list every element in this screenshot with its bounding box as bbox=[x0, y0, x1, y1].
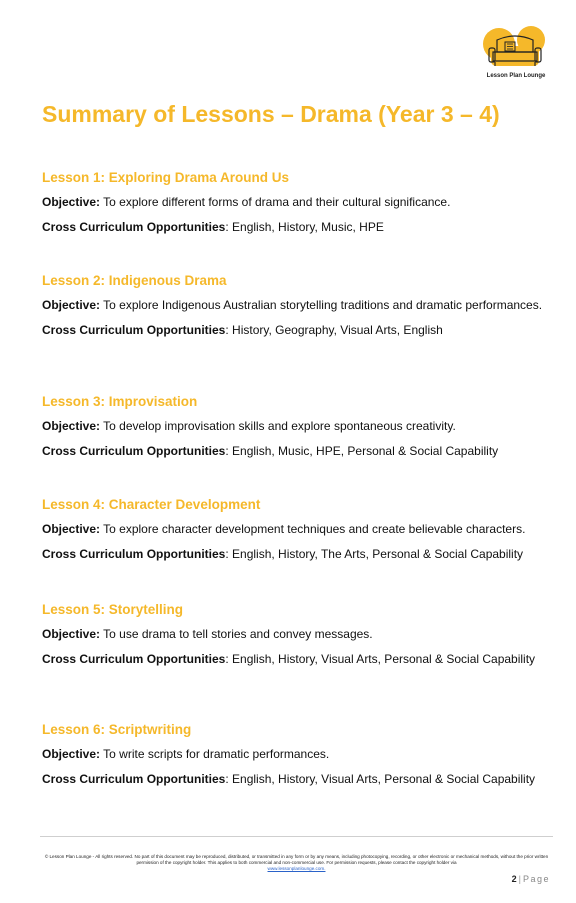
logo bbox=[478, 24, 554, 86]
objective-text: To develop improvisation skills and explore spontaneous creativity. bbox=[103, 419, 456, 433]
objective-text: To use drama to tell stories and convey messages. bbox=[103, 627, 373, 641]
lesson-objective bbox=[42, 626, 552, 643]
lesson-heading: Lesson 2: Indigenous Drama bbox=[42, 273, 227, 288]
footer-copyright bbox=[44, 854, 549, 872]
page-number bbox=[512, 874, 550, 884]
cross-curriculum-text: English, History, Visual Arts, Personal & Social Capability bbox=[232, 771, 536, 786]
objective-label: Objective: bbox=[42, 522, 101, 536]
cross-curriculum-label: Cross Curriculum Opportunities bbox=[42, 651, 226, 666]
cross-curriculum-label: Cross Curriculum Opportunities bbox=[42, 771, 226, 786]
cross-curriculum-label: Cross Curriculum Opportunities bbox=[42, 322, 226, 337]
page-word: Page bbox=[522, 874, 550, 884]
lesson-1 bbox=[42, 170, 552, 243]
objective-text: To explore character development techniques and create believable characters. bbox=[103, 522, 526, 536]
lesson-objective bbox=[42, 746, 552, 763]
lesson-objective bbox=[42, 521, 552, 538]
lesson-5 bbox=[42, 602, 552, 675]
cross-curriculum-label: Cross Curriculum Opportunities bbox=[42, 546, 226, 561]
page-number-value: 2 bbox=[511, 874, 517, 884]
lesson-cross-curriculum: Cross Curriculum Opportunities: English, Music, HPE, Personal & Social Capability bbox=[42, 443, 499, 458]
page-separator: | bbox=[518, 874, 521, 884]
lesson-objective bbox=[42, 297, 552, 314]
objective-label: Objective: bbox=[42, 419, 101, 433]
footer-divider bbox=[40, 836, 553, 837]
lesson-heading: Lesson 3: Improvisation bbox=[42, 394, 198, 409]
lesson-heading: Lesson 4: Character Development bbox=[42, 497, 261, 512]
copyright-text: © Lesson Plan Lounge - All rights reserved. No part of this document may be reproduced, distributed, or transmitted in any form or by any means, including photocopying, recording, or other electronic or mechanical methods, without the prior written permission of the copyright holder. This applies to both commercial and non-commercial use. For permission requests, please contact the copyright holder via bbox=[44, 854, 549, 865]
objective-text: To write scripts for dramatic performances. bbox=[103, 747, 330, 761]
lesson-2 bbox=[42, 273, 552, 346]
sofa-icon bbox=[481, 24, 551, 72]
objective-label: Objective: bbox=[42, 195, 101, 209]
lesson-4 bbox=[42, 497, 552, 570]
lesson-heading: Lesson 5: Storytelling bbox=[42, 602, 184, 617]
objective-text: To explore different forms of drama and their cultural significance. bbox=[103, 195, 451, 209]
page-title: Summary of Lessons – Drama (Year 3 – 4) bbox=[42, 101, 500, 127]
cross-curriculum-text: English, Music, HPE, Personal & Social Capability bbox=[232, 443, 499, 458]
cross-curriculum-text: English, History, Music, HPE bbox=[232, 219, 384, 234]
lesson-cross-curriculum: Cross Curriculum Opportunities: English, History, The Arts, Personal & Social Capability bbox=[42, 546, 524, 561]
lesson-heading: Lesson 1: Exploring Drama Around Us bbox=[42, 170, 290, 185]
lesson-objective bbox=[42, 194, 552, 211]
objective-label: Objective: bbox=[42, 627, 101, 641]
lesson-3 bbox=[42, 394, 552, 467]
cross-curriculum-text: English, History, Visual Arts, Personal & Social Capability bbox=[232, 651, 536, 666]
lesson-heading: Lesson 6: Scriptwriting bbox=[42, 722, 192, 737]
cross-curriculum-label: Cross Curriculum Opportunities bbox=[42, 443, 226, 458]
lesson-6 bbox=[42, 722, 552, 795]
logo-text: Lesson Plan Lounge bbox=[486, 73, 546, 79]
lesson-objective bbox=[42, 418, 552, 435]
cross-curriculum-text: English, History, The Arts, Personal & Social Capability bbox=[232, 546, 524, 561]
objective-label: Objective: bbox=[42, 298, 101, 312]
lesson-cross-curriculum: Cross Curriculum Opportunities: English, History, Music, HPE bbox=[42, 219, 384, 234]
cross-curriculum-text: History, Geography, Visual Arts, English bbox=[232, 322, 443, 337]
website-link[interactable]: www.lessonplanlounge.com. bbox=[267, 866, 326, 871]
lesson-cross-curriculum: Cross Curriculum Opportunities: English, History, Visual Arts, Personal & Social Capability bbox=[42, 771, 536, 786]
lesson-cross-curriculum: Cross Curriculum Opportunities: English, History, Visual Arts, Personal & Social Capability bbox=[42, 651, 536, 666]
lesson-cross-curriculum: Cross Curriculum Opportunities: History, Geography, Visual Arts, English bbox=[42, 322, 443, 337]
cross-curriculum-label: Cross Curriculum Opportunities bbox=[42, 219, 226, 234]
objective-text: To explore Indigenous Australian storytelling traditions and dramatic performances. bbox=[103, 298, 543, 312]
objective-label: Objective: bbox=[42, 747, 101, 761]
